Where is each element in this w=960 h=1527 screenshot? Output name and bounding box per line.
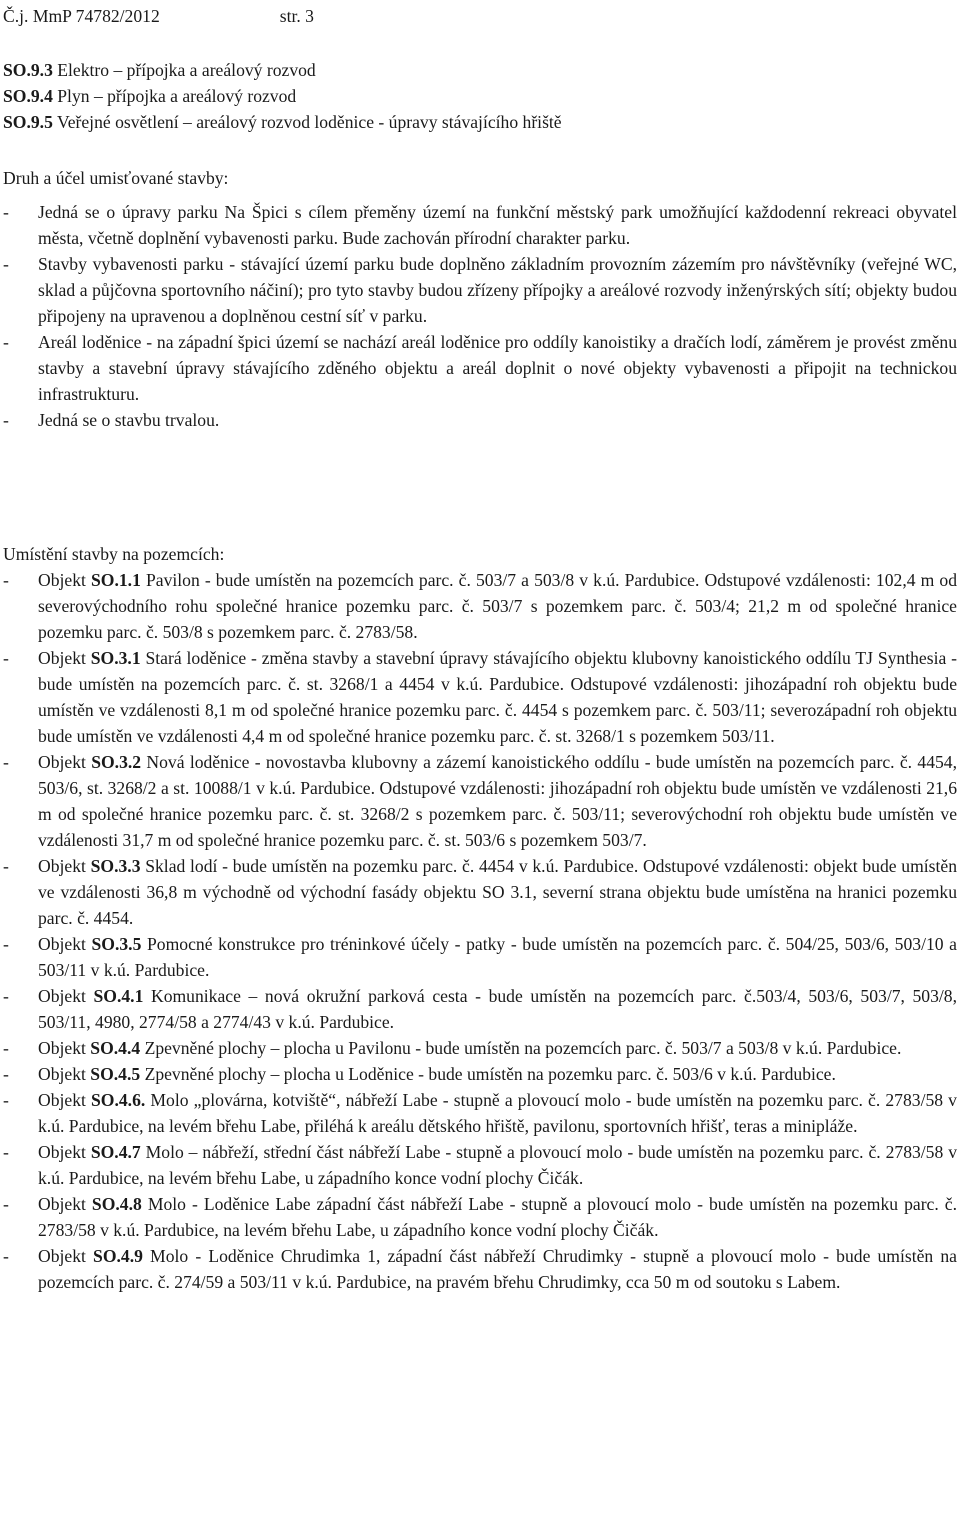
bullet-dash: - [3,934,9,954]
object-prefix: Objekt [38,570,91,590]
object-item [3,983,957,1035]
object-text: Komunikace – nová okružní parková cesta - bude umístěn na pozemcích parc. č.503/4, 503/6, 503/7, 503/8, 503/11, 4980, 2774/58 a 2774/43 v k.ú. Pardubice. [38,986,957,1032]
object-text: Molo „plovárna, kotviště“, nábřeží Labe - stupně a plovoucí molo - bude umístěn na pozemku parc. č. 2783/58 v k.ú. Pardubice, na levém břehu Labe, přiléhá k areálu dětského hřiště, pavilonu, sportovních hřišť, teras a miniplážе. [38,1090,957,1136]
bullet-dash: - [3,648,9,668]
object-item [3,853,957,931]
section-purpose [3,165,957,433]
object-item [3,1191,957,1243]
object-text: Pomocné konstrukce pro tréninkové účely - patky - bude umístěn na pozemcích parc. č. 504/25, 503/6, 503/10 a 503/11 v k.ú. Pardubice. [38,934,957,980]
object-text: Sklad lodí - bude umístěn na pozemku parc. č. 4454 v k.ú. Pardubice. Odstupové vzdálenosti: objekt bude umístěn ve vzdálenosti 36,8 m východně od východní fasády objektu SO 3.1, severní strana objektu bude umístěna na hranici pozemku parc. č. 4454. [38,856,957,928]
list-item [3,199,957,251]
object-item [3,1243,957,1295]
page-number: str. 3 [279,6,314,26]
section-heading: Druh a účel umisťované stavby: [3,168,229,188]
object-code: SO.3.1 [90,648,141,668]
object-prefix: Objekt [38,1038,91,1058]
object-prefix: Objekt [38,1142,91,1162]
bullet-dash: - [3,1090,9,1110]
bullet-dash: - [3,332,9,352]
so-list [3,57,562,135]
object-item [3,567,957,645]
object-code: SO.3.5 [91,934,142,954]
object-code: SO.4.9 [93,1246,143,1266]
object-code: SO.3.3 [90,856,141,876]
object-code: SO.4.5 [90,1064,141,1084]
bullet-dash: - [3,856,9,876]
list-item [3,329,957,407]
so-code: SO.9.4 [3,86,53,106]
item-text: Stavby vybavenosti parku - stávající území parku bude doplněno základním provozním zázemím pro návštěvníky (veřejné WC, sklad a půjčovna sportovního náčiní); pro tyto stavby budou zřízeny přípojky a areálové rozvody inženýrských sítí; objekty budou připojeny na upravenou a doplněnou cestní síť v parku. [38,254,957,326]
item-text: Areál loděnice - na západní špici území se nachází areál loděnice pro oddíly kanoistiky a dračích lodí, záměrem je provést změnu stavby a stavební úpravy stávajícího zděného objektu a areál doplnit o nové objekty vybavenosti a připojit na technickou infrastrukturu. [38,332,957,404]
so-text: Elektro – přípojka a areálový rozvod [52,60,316,80]
bullet-dash: - [3,570,9,590]
item-text: Jedná se o úpravy parku Na Špici s cílem přeměny území na funkční městský park umožňující každodenní rekreaci obyvatel města, včetně doplnění vybavenosti parku. Bude zachován přírodní charakter parku. [38,202,957,248]
bullet-dash: - [3,752,9,772]
page-header [3,3,314,29]
so-line [3,57,562,83]
object-text: Molo - Loděnice Chrudimka 1, západní část nábřeží Chrudimky - stupně a plovoucí molo - bude umístěn na pozemcích parc. č. 274/59 a 503/11 v k.ú. Pardubice, na pravém břehu Chrudimky, cca 50 m od soutoku s Labem. [38,1246,957,1292]
object-prefix: Objekt [38,1090,92,1110]
bullet-dash: - [3,410,9,430]
section-heading: Umístění stavby na pozemcích: [3,544,225,564]
object-code: SO.1.1 [91,570,141,590]
object-prefix: Objekt [38,1064,91,1084]
object-text: Zpevněné plochy – plocha u Pavilonu - bude umístěn na pozemcích parc. č. 503/7 a 503/8 v k.ú. Pardubice. [140,1038,902,1058]
bullet-dash: - [3,254,9,274]
object-item [3,1087,957,1139]
object-code: SO.4.8 [91,1194,142,1214]
object-code: SO.4.7 [90,1142,141,1162]
object-code: SO.3.2 [91,752,142,772]
object-code: SO.4.6. [91,1090,146,1110]
so-line [3,83,562,109]
bullet-dash: - [3,202,9,222]
bullet-dash: - [3,1038,9,1058]
bullet-dash: - [3,986,9,1006]
object-text: Molo – nábřeží, střední část nábřeží Labe - stupně a plovoucí molo - bude umístěn na pozemku parc. č. 2783/58 v k.ú. Pardubice, na levém břehu Labe, u západního konce vodní plochy Čičák. [38,1142,958,1188]
object-code: SO.4.1 [93,986,144,1006]
so-code: SO.9.3 [3,60,53,80]
object-item [3,645,957,749]
so-text: Plyn – přípojka a areálový rozvod [52,86,297,106]
object-text: Molo - Loděnice Labe západní část nábřeží Labe - stupně a plovoucí molo - bude umístěn na pozemku parc. č. 2783/58 v k.ú. Pardubice, na levém břehu Labe, u západního konce vodní plochy Čičák. [38,1194,957,1240]
object-prefix: Objekt [38,986,94,1006]
object-prefix: Objekt [38,752,92,772]
so-line [3,109,562,135]
so-text: Veřejné osvětlení – areálový rozvod loděnice - úpravy stávajícího hřiště [52,112,562,132]
object-text: Stará loděnice - změna stavby a stavební úpravy stávajícího objektu klubovny kanoistického oddílu TJ Synthesia - bude umístěn na pozemcích parc. č. st. 3268/1 a 4454 v k.ú. Pardubice. Odstupové vzdálenosti: jihozápadní roh objektu bude umístěn ve vzdálenosti 8,1 m od společné hranice pozemku parc. č. 4454 s pozemkem parc. č. 503/11; severozápadní roh objektu bude umístěn ve vzdálenosti 4,4 m od společné hranice pozemku parc. č. st. 3268/1 s pozemkem 503/11. [38,648,957,746]
object-prefix: Objekt [38,648,91,668]
object-item [3,931,957,983]
bullet-dash: - [3,1064,9,1084]
list-item [3,407,957,433]
bullet-dash: - [3,1246,9,1266]
bullet-dash: - [3,1142,9,1162]
section-placement [3,541,957,1295]
object-item [3,1139,957,1191]
object-item [3,749,957,853]
document-reference: Č.j. MmP 74782/2012 [3,6,160,26]
object-prefix: Objekt [38,1194,92,1214]
object-item [3,1035,957,1061]
bullet-dash: - [3,1194,9,1214]
so-code: SO.9.5 [3,112,53,132]
object-text: Pavilon - bude umístěn na pozemcích parc. č. 503/7 a 503/8 v k.ú. Pardubice. Odstupové vzdálenosti: 102,4 m od severovýchodního rohu společné hranice pozemku parc. č. 503/7 s pozemkem parc. č. 503/4; 21,2 m od společné hranice pozemku parc. č. 503/8 s pozemkem parc. č. 2783/58. [38,570,957,642]
object-prefix: Objekt [38,934,92,954]
list-item [3,251,957,329]
object-item [3,1061,957,1087]
item-text: Jedná se o stavbu trvalou. [38,410,220,430]
object-prefix: Objekt [38,856,91,876]
object-prefix: Objekt [38,1246,94,1266]
object-code: SO.4.4 [90,1038,141,1058]
object-text: Nová loděnice - novostavba klubovny a zázemí kanoistického oddílu - bude umístěn na pozemcích parc. č. 4454, 503/6, st. 3268/2 a st. 10088/1 v k.ú. Pardubice. Odstupové vzdálenosti: jihozápadní roh objektu bude umístěn ve vzdálenosti 21,6 m od společné hranice pozemku parc. č. st. 3268/2 s pozemkem parc. č. 503/11; severovýchodní roh objektu bude umístěn ve vzdálenosti 31,7 m od společné hranice pozemku parc. č. st. 503/6 s pozemkem 503/7. [38,752,957,850]
object-text: Zpevněné plochy – plocha u Loděnice - bude umístěn na pozemku parc. č. 503/6 v k.ú. Pardubice. [140,1064,836,1084]
